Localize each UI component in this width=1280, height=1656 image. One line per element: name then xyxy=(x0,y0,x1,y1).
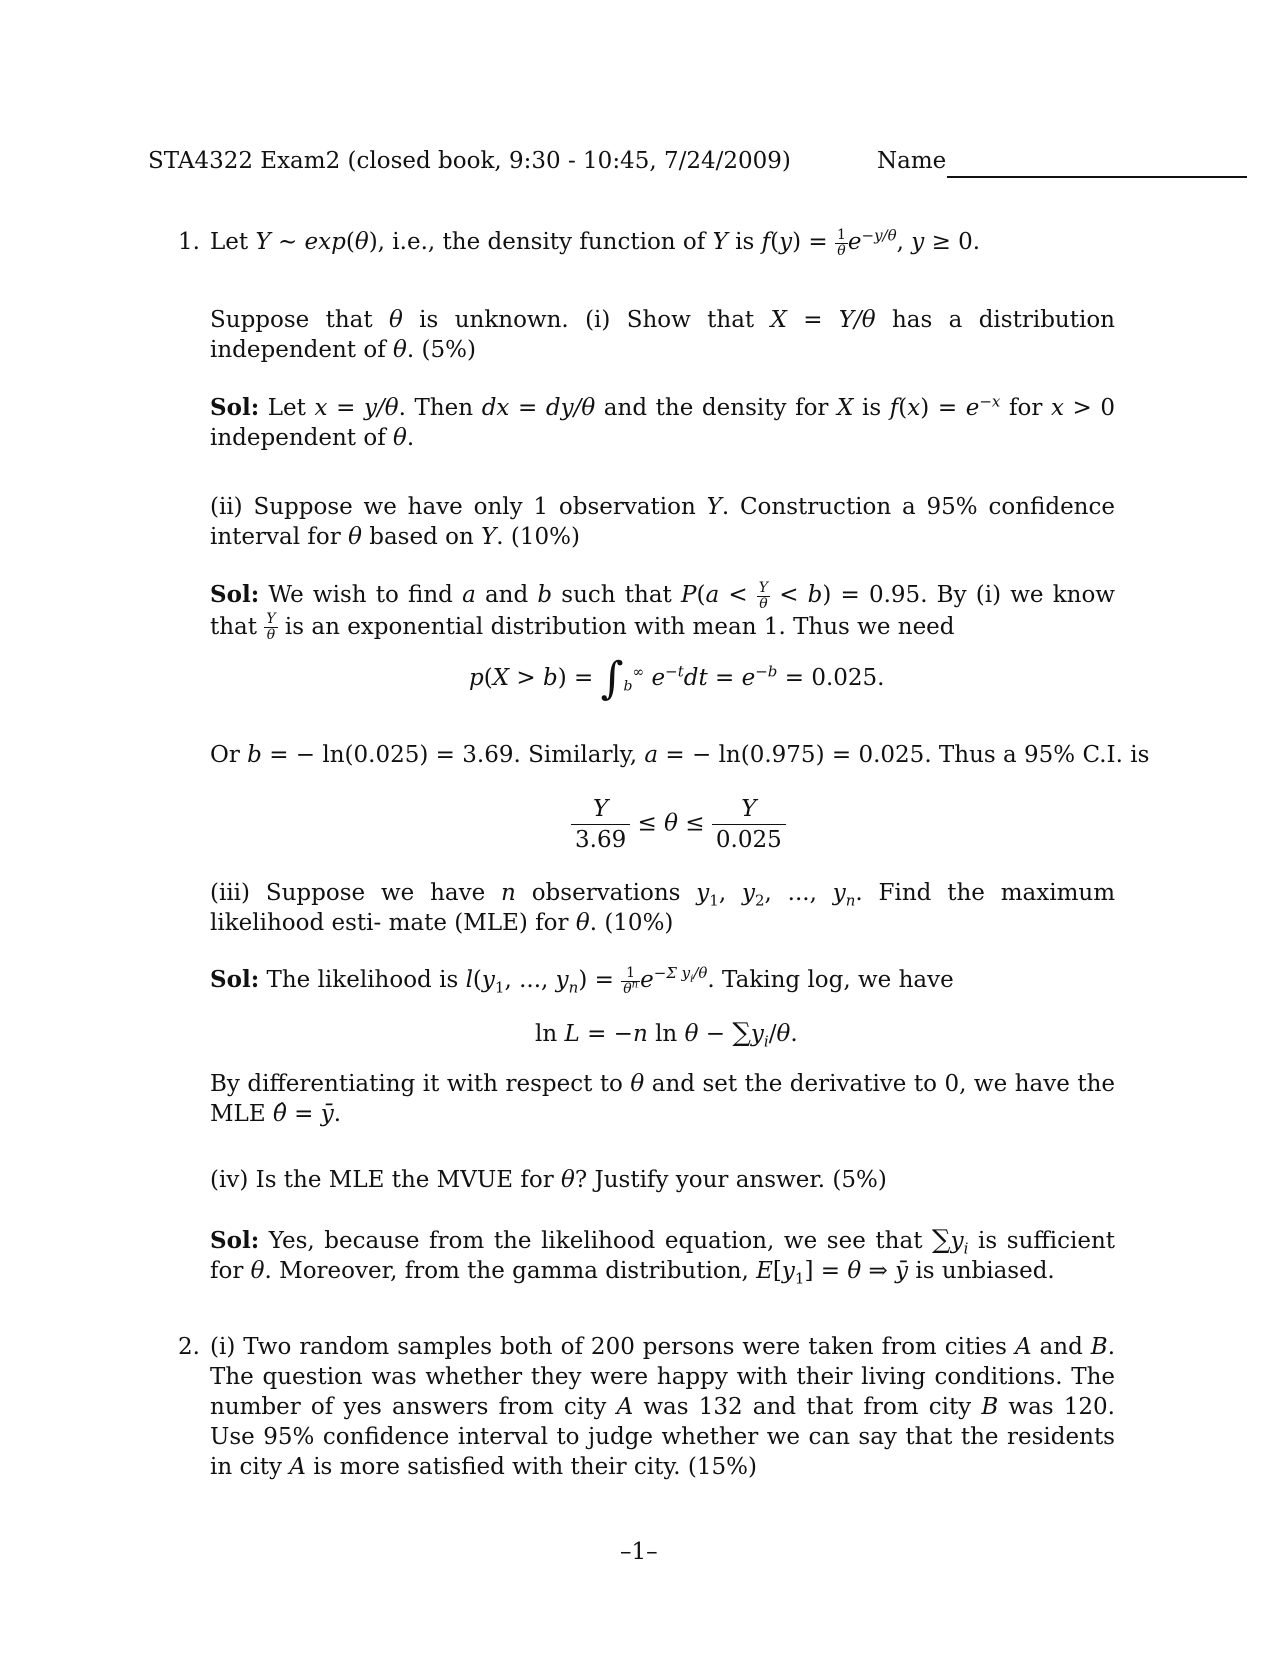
q1-part-iii: (iii) Suppose we have n observations $y_1$, $y_2$, ..., $y_n$. Find the maximum likelihood esti- mate (MLE) for θ. (10%) xyxy=(210,880,1116,936)
q1-solution-iii-b: By differentiating it with respect to θ and set the derivative to 0, we have the MLE θ̂ = ȳ. xyxy=(210,1071,1115,1127)
q1-log-likelihood: ln L = −n $\ln \theta - \sum y_i/\theta$. xyxy=(535,1018,798,1051)
name-blank-line xyxy=(947,176,1247,178)
q1-stem: Let Y ∼ exp(θ), i.e., the density function of Y is f(y) = $\frac{1}{\theta}$ $e^{-y/\theta}$, y ≥ 0. xyxy=(210,226,981,259)
exam-title: STA4322 Exam2 (closed book, 9:30 - 10:45, 7/24/2009) xyxy=(148,148,791,174)
q1-solution-ii-b: Or b = − ln(0.025) = 3.69. Similarly, a = − ln(0.975) = 0.025. Thus a 95% C.I. is xyxy=(210,742,1150,768)
page-number: –1– xyxy=(620,1539,658,1565)
q2-number: 2. xyxy=(178,1334,200,1360)
q1-confidence-interval: $\frac{Y}{3.69}$ ≤ θ ≤ $\frac{Y}{0.025}$ xyxy=(571,794,786,855)
q1-part-ii: (ii) Suppose we have only 1 observation Y. Construction a 95% confidence interval for θ based on Y. (10%) xyxy=(210,494,1115,550)
q1-part-iv: (iv) Is the MLE the MVUE for θ? Justify your answer. (5%) xyxy=(210,1167,887,1193)
q1-number: 1. xyxy=(178,229,200,255)
q2-text: (i) Two random samples both of 200 persons were taken from cities A and B. The question was whether they were happy with their living conditions. The number of yes answers from city A was 132 and that from city B was 120. Use 95% confidence interval to judge whether we can say that the residents in city A is more satisfied with their city. (15%) xyxy=(210,1334,1115,1480)
q1-solution-ii: Sol: We wish to find a and b such that P(a < $\frac{Y}{\theta}$ < b) = 0.95. By (i) we know that $\frac{Y}{\theta}$ is an exponential distribution with mean 1. Thus we need xyxy=(210,579,1115,643)
q1-integral-equation: $p(X > b) = \int_b^\infty$ $e^{-t}dt = e^{-b} = 0.025$. xyxy=(469,653,885,704)
q1-part-i: Suppose that θ is unknown. (i) Show that X = Y/θ has a distribution independent of θ. (5%) xyxy=(210,307,1115,363)
q1-solution-iii-a: Sol: The likelihood is $l(y_1$, ..., $y_n$) = $\frac{1}{\theta^n}$ $e^{-\Sigma y_i/\theta}$. Taking log, we have xyxy=(210,964,954,997)
q1-solution-iv: Sol: Yes, because from the likelihood equation, we see that $\sum y_i$ is sufficient for θ. Moreover, from the gamma distribution, $E[y_1] = \theta$ ⇒ ȳ is unbiased. xyxy=(210,1225,1115,1288)
name-label: Name xyxy=(877,148,947,174)
q1-solution-i: Sol: Let x = y/θ. Then dx = dy/θ and the density for X is $f(x) = e^{-x}$ for x > 0 independent of θ. xyxy=(210,392,1116,451)
